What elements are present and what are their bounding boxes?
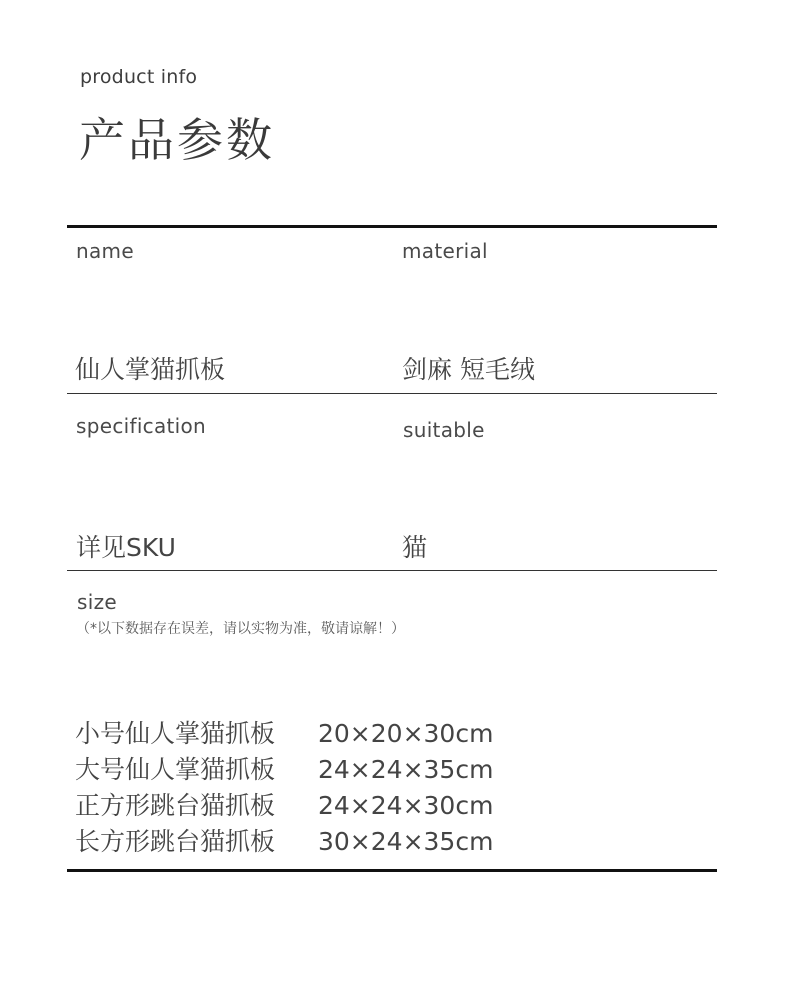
name-value: 仙人掌猫抓板 xyxy=(75,355,226,384)
material-value: 剑麻 短毛绒 xyxy=(402,355,535,384)
size-row-name: 小号仙人掌猫抓板 xyxy=(75,719,276,748)
table-top-rule xyxy=(67,225,717,228)
size-row-name: 大号仙人掌猫抓板 xyxy=(75,755,276,784)
suitable-value: 猫 xyxy=(402,533,428,562)
size-row-dimensions: 30×24×35cm xyxy=(318,827,494,856)
row-divider xyxy=(67,570,717,571)
size-row xyxy=(75,714,493,750)
size-disclaimer: （*以下数据存在误差，请以实物为准，敬请谅解！） xyxy=(76,621,405,637)
size-row-name: 长方形跳台猫抓板 xyxy=(75,827,276,856)
size-row xyxy=(75,786,493,822)
specification-label: specification xyxy=(76,414,207,438)
suitable-label: suitable xyxy=(403,418,485,442)
section-eyebrow: product info xyxy=(80,66,198,88)
size-row-name: 正方形跳台猫抓板 xyxy=(75,791,276,820)
size-row xyxy=(75,822,493,858)
name-label: name xyxy=(76,239,134,263)
size-label: size xyxy=(77,590,117,614)
specification-value: 详见SKU xyxy=(76,533,176,562)
material-label: material xyxy=(402,239,488,263)
size-row-dimensions: 24×24×30cm xyxy=(318,791,494,820)
page-title: 产品参数 xyxy=(79,113,275,167)
row-divider xyxy=(67,393,717,394)
size-row-dimensions: 24×24×35cm xyxy=(318,755,494,784)
table-bottom-rule xyxy=(67,869,717,872)
size-row xyxy=(75,750,493,786)
size-row-dimensions: 20×20×30cm xyxy=(318,719,494,748)
